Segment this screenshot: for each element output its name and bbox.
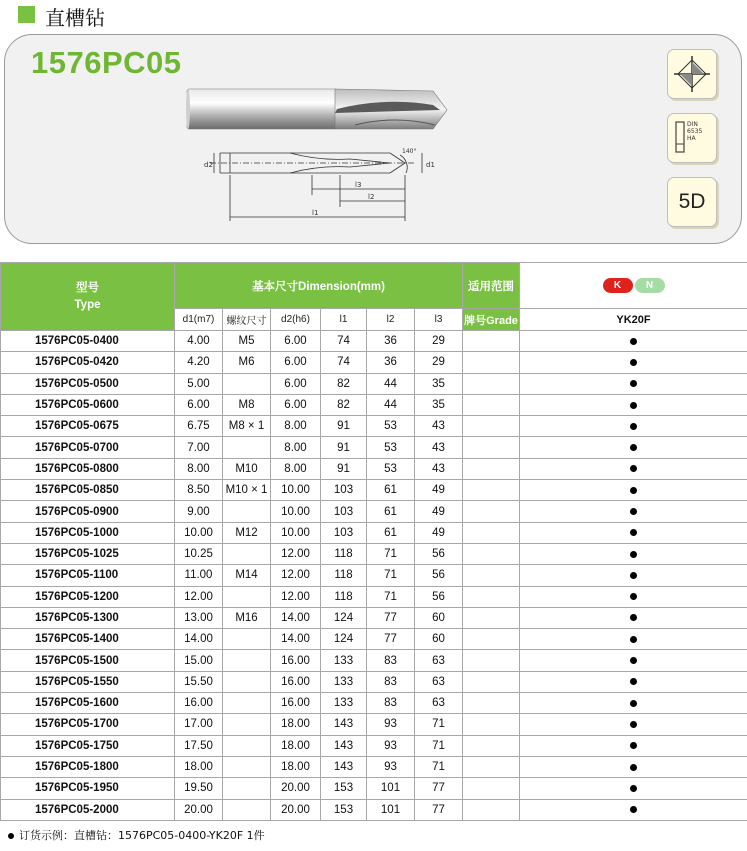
cell-range: [463, 458, 520, 479]
availability-dot-icon: [630, 636, 637, 643]
cell-l3: 77: [415, 799, 463, 820]
availability-dot-icon: [630, 444, 637, 451]
cell-code: 1576PC05-1000: [1, 522, 175, 543]
cell-l2: 71: [367, 543, 415, 564]
cell-range: [463, 394, 520, 415]
cell-l2: 77: [367, 607, 415, 628]
din-label: DIN 6535 HA: [687, 121, 703, 142]
cell-l2: 77: [367, 629, 415, 650]
drill-photo: [185, 85, 460, 135]
cell-grade-yk20f: [520, 437, 747, 458]
col-d2: d2(h6): [271, 309, 321, 331]
cell-d2: 6.00: [271, 331, 321, 352]
cell-thread: [223, 735, 271, 756]
grade-value: YK20F: [520, 309, 747, 331]
cell-d2: 8.00: [271, 437, 321, 458]
table-row: [1, 543, 747, 564]
availability-dot-icon: [630, 551, 637, 558]
d2-label: d2: [204, 161, 213, 169]
cell-l2: 83: [367, 671, 415, 692]
cell-range: [463, 543, 520, 564]
availability-dot-icon: [630, 402, 637, 409]
availability-dot-icon: [630, 465, 637, 472]
cell-thread: [223, 756, 271, 777]
cell-d2: 6.00: [271, 394, 321, 415]
cell-thread: [223, 586, 271, 607]
cell-l2: 93: [367, 714, 415, 735]
cell-thread: [223, 437, 271, 458]
table-row: [1, 671, 747, 692]
cell-d2: 18.00: [271, 714, 321, 735]
cell-d2: 12.00: [271, 565, 321, 586]
cell-l3: 43: [415, 437, 463, 458]
cell-code: 1576PC05-0420: [1, 352, 175, 373]
cell-l1: 118: [321, 586, 367, 607]
availability-dot-icon: [630, 423, 637, 430]
n-material-badge: N: [635, 278, 665, 293]
cell-grade-yk20f: [520, 501, 747, 522]
cell-l3: 71: [415, 714, 463, 735]
cell-thread: M8 × 1: [223, 416, 271, 437]
table-row: [1, 735, 747, 756]
cell-grade-yk20f: [520, 735, 747, 756]
cell-code: 1576PC05-0800: [1, 458, 175, 479]
cell-grade-yk20f: [520, 693, 747, 714]
cell-d1: 13.00: [175, 607, 223, 628]
cell-l2: 44: [367, 373, 415, 394]
angle-label: 140°: [402, 148, 417, 155]
cell-l1: 91: [321, 458, 367, 479]
cell-d1: 10.00: [175, 522, 223, 543]
cell-l3: 56: [415, 565, 463, 586]
availability-dot-icon: [630, 572, 637, 579]
cell-l1: 82: [321, 394, 367, 415]
cell-l1: 133: [321, 650, 367, 671]
table-row: [1, 416, 747, 437]
cell-d1: 11.00: [175, 565, 223, 586]
cell-grade-yk20f: [520, 629, 747, 650]
cell-grade-yk20f: [520, 522, 747, 543]
cell-l1: 118: [321, 565, 367, 586]
col-l1: l1: [321, 309, 367, 331]
grade-label: 牌号Grade: [463, 309, 520, 331]
cell-code: 1576PC05-1550: [1, 671, 175, 692]
cell-code: 1576PC05-1750: [1, 735, 175, 756]
cell-code: 1576PC05-1400: [1, 629, 175, 650]
cell-grade-yk20f: [520, 586, 747, 607]
cell-d1: 8.50: [175, 480, 223, 501]
cell-range: [463, 416, 520, 437]
cell-d1: 15.00: [175, 650, 223, 671]
range-header: 适用范围: [463, 263, 520, 309]
cell-grade-yk20f: [520, 352, 747, 373]
cell-range: [463, 373, 520, 394]
cell-d1: 16.00: [175, 693, 223, 714]
table-row: [1, 331, 747, 352]
cell-l3: 29: [415, 331, 463, 352]
cell-d2: 10.00: [271, 522, 321, 543]
cell-grade-yk20f: [520, 565, 747, 586]
table-row: [1, 480, 747, 501]
cell-grade-yk20f: [520, 671, 747, 692]
cell-code: 1576PC05-0600: [1, 394, 175, 415]
cell-range: [463, 586, 520, 607]
cell-l3: 71: [415, 735, 463, 756]
cell-l3: 43: [415, 416, 463, 437]
cell-d1: 6.75: [175, 416, 223, 437]
cell-code: 1576PC05-1500: [1, 650, 175, 671]
cell-grade-yk20f: [520, 458, 747, 479]
cell-d2: 20.00: [271, 799, 321, 820]
cell-thread: M12: [223, 522, 271, 543]
availability-dot-icon: [630, 529, 637, 536]
cell-d1: 15.50: [175, 671, 223, 692]
availability-dot-icon: [630, 380, 637, 387]
product-panel: [4, 34, 742, 244]
cell-d1: 8.00: [175, 458, 223, 479]
cell-d1: 6.00: [175, 394, 223, 415]
availability-dot-icon: [630, 806, 637, 813]
cell-thread: M14: [223, 565, 271, 586]
cell-l1: 82: [321, 373, 367, 394]
cell-l2: 53: [367, 458, 415, 479]
cell-l3: 35: [415, 394, 463, 415]
cell-thread: [223, 671, 271, 692]
col-l2: l2: [367, 309, 415, 331]
cell-l2: 101: [367, 799, 415, 820]
cell-l2: 61: [367, 522, 415, 543]
cell-l1: 143: [321, 756, 367, 777]
table-row: [1, 352, 747, 373]
cell-grade-yk20f: [520, 394, 747, 415]
cell-l3: 35: [415, 373, 463, 394]
cell-l2: 44: [367, 394, 415, 415]
dimension-header: 基本尺寸Dimension(mm): [175, 263, 463, 309]
cell-code: 1576PC05-0700: [1, 437, 175, 458]
cell-l1: 153: [321, 778, 367, 799]
cell-d1: 10.25: [175, 543, 223, 564]
din-6535-ha-icon: [667, 113, 717, 163]
cell-d1: 20.00: [175, 799, 223, 820]
cell-d1: 19.50: [175, 778, 223, 799]
availability-dot-icon: [630, 657, 637, 664]
cell-code: 1576PC05-1800: [1, 756, 175, 777]
cell-range: [463, 671, 520, 692]
col-thread: 螺纹尺寸: [223, 309, 271, 331]
cell-range: [463, 565, 520, 586]
cell-range: [463, 756, 520, 777]
cell-code: 1576PC05-0675: [1, 416, 175, 437]
cell-thread: [223, 501, 271, 522]
cell-d2: 16.00: [271, 650, 321, 671]
cell-l1: 133: [321, 671, 367, 692]
cell-code: 1576PC05-1700: [1, 714, 175, 735]
table-row: [1, 522, 747, 543]
table-row: [1, 714, 747, 735]
cell-d2: 8.00: [271, 458, 321, 479]
cell-l3: 63: [415, 693, 463, 714]
cell-thread: M10 × 1: [223, 480, 271, 501]
table-row: [1, 778, 747, 799]
availability-dot-icon: [630, 678, 637, 685]
table-row: [1, 799, 747, 820]
cell-l1: 91: [321, 437, 367, 458]
cell-l1: 124: [321, 607, 367, 628]
cell-grade-yk20f: [520, 607, 747, 628]
cell-l3: 63: [415, 671, 463, 692]
cell-l3: 77: [415, 778, 463, 799]
cell-d2: 14.00: [271, 607, 321, 628]
cell-l3: 63: [415, 650, 463, 671]
cell-thread: [223, 629, 271, 650]
cell-range: [463, 629, 520, 650]
cell-d1: 7.00: [175, 437, 223, 458]
cell-l2: 93: [367, 756, 415, 777]
cell-d2: 16.00: [271, 671, 321, 692]
cell-d2: 14.00: [271, 629, 321, 650]
cell-l1: 103: [321, 522, 367, 543]
cell-range: [463, 480, 520, 501]
cell-grade-yk20f: [520, 416, 747, 437]
cell-grade-yk20f: [520, 480, 747, 501]
table-row: [1, 756, 747, 777]
cell-thread: [223, 778, 271, 799]
cell-thread: M5: [223, 331, 271, 352]
availability-dot-icon: [630, 487, 637, 494]
table-row: [1, 373, 747, 394]
availability-dot-icon: [630, 614, 637, 621]
cell-d1: 18.00: [175, 756, 223, 777]
cell-code: 1576PC05-0850: [1, 480, 175, 501]
cell-grade-yk20f: [520, 543, 747, 564]
cell-d1: 5.00: [175, 373, 223, 394]
table-row: [1, 693, 747, 714]
cell-d2: 12.00: [271, 543, 321, 564]
table-row: [1, 501, 747, 522]
cell-d2: 18.00: [271, 735, 321, 756]
cell-thread: M16: [223, 607, 271, 628]
availability-dot-icon: [630, 508, 637, 515]
cell-l1: 118: [321, 543, 367, 564]
table-row: [1, 650, 747, 671]
cell-thread: [223, 650, 271, 671]
cell-thread: [223, 373, 271, 394]
cell-l2: 83: [367, 693, 415, 714]
cell-grade-yk20f: [520, 799, 747, 820]
l3-label: l3: [355, 181, 362, 189]
cell-l2: 71: [367, 586, 415, 607]
cell-d2: 6.00: [271, 352, 321, 373]
availability-dot-icon: [630, 742, 637, 749]
cell-grade-yk20f: [520, 778, 747, 799]
cell-l2: 83: [367, 650, 415, 671]
page-title: 直槽钻: [45, 6, 105, 30]
cell-range: [463, 714, 520, 735]
cell-d1: 4.00: [175, 331, 223, 352]
availability-dot-icon: [630, 338, 637, 345]
cell-thread: [223, 543, 271, 564]
cell-l2: 93: [367, 735, 415, 756]
cell-grade-yk20f: [520, 756, 747, 777]
bullet-icon: [8, 833, 14, 839]
cell-code: 1576PC05-0500: [1, 373, 175, 394]
l1-label: l1: [312, 209, 319, 217]
table-row: [1, 458, 747, 479]
cell-l3: 56: [415, 543, 463, 564]
order-example: [8, 827, 265, 843]
availability-dot-icon: [630, 700, 637, 707]
cell-range: [463, 607, 520, 628]
model-number: 1576PC05: [31, 45, 182, 80]
cell-l1: 153: [321, 799, 367, 820]
cell-range: [463, 352, 520, 373]
cell-l2: 53: [367, 416, 415, 437]
cell-code: 1576PC05-1300: [1, 607, 175, 628]
cell-grade-yk20f: [520, 714, 747, 735]
table-row: [1, 607, 747, 628]
cell-code: 1576PC05-1100: [1, 565, 175, 586]
cell-d1: 4.20: [175, 352, 223, 373]
cell-l1: 103: [321, 480, 367, 501]
cell-d2: 16.00: [271, 693, 321, 714]
cell-l3: 49: [415, 501, 463, 522]
cell-grade-yk20f: [520, 650, 747, 671]
five-d-icon: 5D: [667, 177, 717, 227]
cell-range: [463, 331, 520, 352]
cell-grade-yk20f: [520, 331, 747, 352]
material-badges: [520, 263, 747, 309]
cell-l1: 103: [321, 501, 367, 522]
cell-thread: [223, 714, 271, 735]
cell-thread: [223, 693, 271, 714]
cell-l2: 36: [367, 352, 415, 373]
cell-l2: 101: [367, 778, 415, 799]
cell-l1: 74: [321, 331, 367, 352]
cell-thread: M10: [223, 458, 271, 479]
availability-dot-icon: [630, 785, 637, 792]
cell-d2: 10.00: [271, 480, 321, 501]
cell-d1: 14.00: [175, 629, 223, 650]
cell-l2: 61: [367, 480, 415, 501]
cell-range: [463, 437, 520, 458]
col-l3: l3: [415, 309, 463, 331]
cell-d1: 17.00: [175, 714, 223, 735]
cell-d2: 6.00: [271, 373, 321, 394]
l2-label: l2: [368, 193, 375, 201]
availability-dot-icon: [630, 721, 637, 728]
cell-l2: 71: [367, 565, 415, 586]
cell-thread: [223, 799, 271, 820]
cell-l1: 143: [321, 714, 367, 735]
cell-thread: M6: [223, 352, 271, 373]
availability-dot-icon: [630, 593, 637, 600]
cell-grade-yk20f: [520, 373, 747, 394]
cell-l1: 143: [321, 735, 367, 756]
cell-code: 1576PC05-2000: [1, 799, 175, 820]
table-row: [1, 437, 747, 458]
availability-dot-icon: [630, 359, 637, 366]
cell-range: [463, 650, 520, 671]
drill-point-icon: [667, 49, 717, 99]
title-marker-square: [18, 6, 35, 23]
cell-l1: 74: [321, 352, 367, 373]
cell-l2: 61: [367, 501, 415, 522]
cell-range: [463, 778, 520, 799]
col-d1: d1(m7): [175, 309, 223, 331]
cell-d1: 17.50: [175, 735, 223, 756]
spec-table: [0, 262, 747, 821]
order-example-text: 订货示例：直槽钻：1576PC05-0400-YK20F 1件: [19, 829, 265, 842]
dimension-drawing: [200, 139, 450, 229]
cell-range: [463, 522, 520, 543]
cell-code: 1576PC05-0400: [1, 331, 175, 352]
cell-code: 1576PC05-1025: [1, 543, 175, 564]
cell-range: [463, 693, 520, 714]
cell-d2: 18.00: [271, 756, 321, 777]
cell-code: 1576PC05-1200: [1, 586, 175, 607]
cell-l1: 91: [321, 416, 367, 437]
cell-range: [463, 501, 520, 522]
cell-l3: 60: [415, 607, 463, 628]
cell-d2: 20.00: [271, 778, 321, 799]
cell-l3: 49: [415, 480, 463, 501]
cell-l1: 133: [321, 693, 367, 714]
k-material-badge: K: [603, 278, 633, 293]
cell-code: 1576PC05-0900: [1, 501, 175, 522]
cell-thread: M8: [223, 394, 271, 415]
cell-code: 1576PC05-1950: [1, 778, 175, 799]
cell-d2: 12.00: [271, 586, 321, 607]
cell-d1: 9.00: [175, 501, 223, 522]
cell-l3: 60: [415, 629, 463, 650]
cell-range: [463, 735, 520, 756]
d1-label: d1: [426, 161, 435, 169]
cell-l3: 49: [415, 522, 463, 543]
title-bar: [0, 0, 747, 32]
cell-l1: 124: [321, 629, 367, 650]
cell-l3: 29: [415, 352, 463, 373]
cell-l3: 43: [415, 458, 463, 479]
cell-l2: 36: [367, 331, 415, 352]
availability-dot-icon: [630, 764, 637, 771]
cell-range: [463, 799, 520, 820]
cell-l3: 56: [415, 586, 463, 607]
cell-code: 1576PC05-1600: [1, 693, 175, 714]
type-header: 型号 Type: [1, 263, 175, 331]
cell-d2: 10.00: [271, 501, 321, 522]
table-row: [1, 394, 747, 415]
cell-l2: 53: [367, 437, 415, 458]
cell-d1: 12.00: [175, 586, 223, 607]
table-row: [1, 586, 747, 607]
cell-d2: 8.00: [271, 416, 321, 437]
table-row: [1, 565, 747, 586]
table-row: [1, 629, 747, 650]
spec-table-body: [1, 331, 747, 821]
cell-l3: 71: [415, 756, 463, 777]
